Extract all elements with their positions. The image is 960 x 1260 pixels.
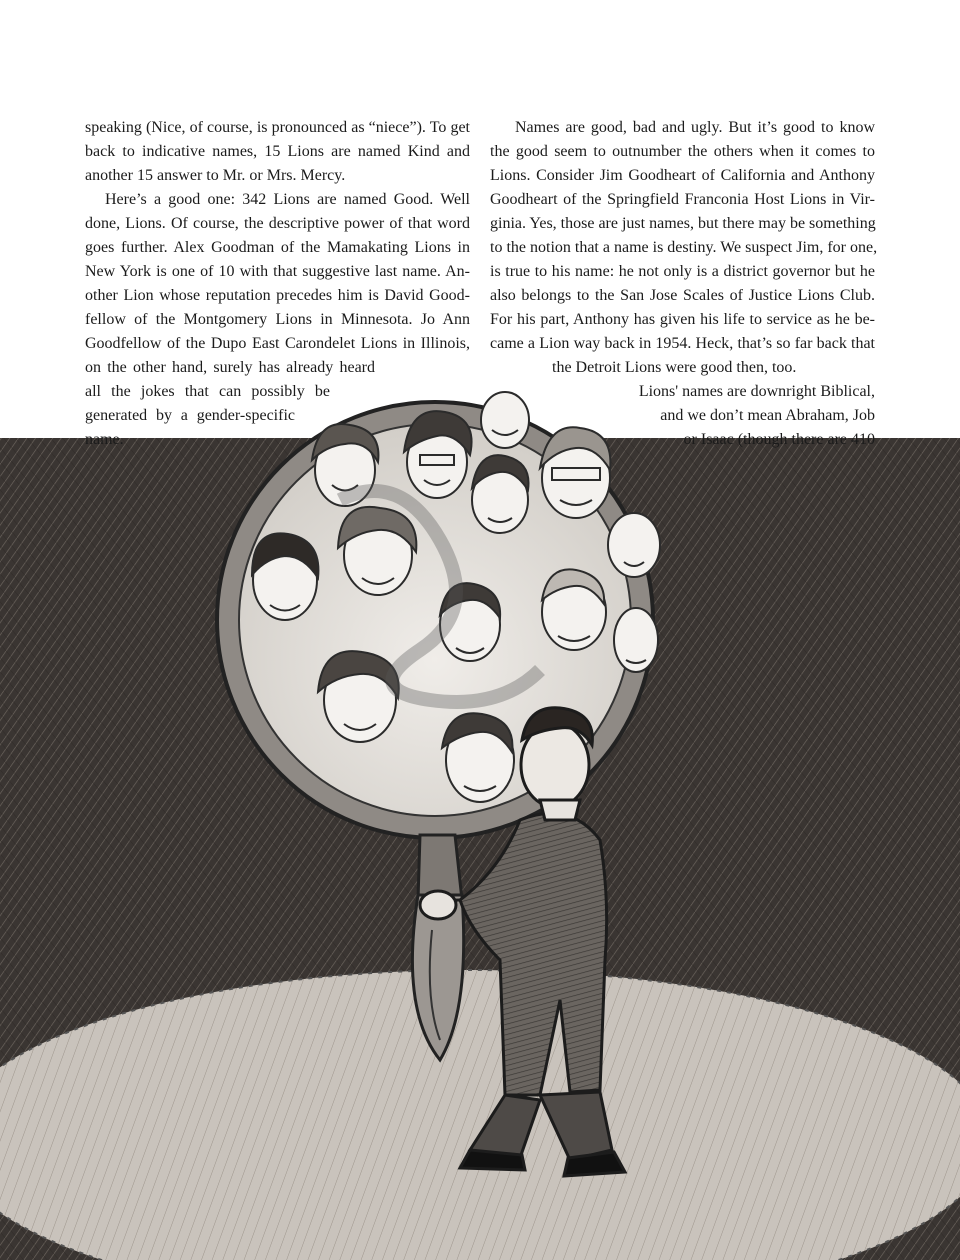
paragraph-line: on the other hand, surely has already heard [85,359,375,376]
paragraph-line: For his part, Anthony has given his life to service as he be- [490,311,875,328]
paragraph-line: the good seem to outnumber the others when it comes to [490,143,875,160]
face [472,455,529,533]
paragraph-line: Goodheart of the Springfield Franconia Host Lions in Vir- [490,191,875,208]
paragraph-line: also belongs to the San Jose Scales of Justice Lions Club. [490,287,875,304]
paragraph-line: generated by a gender-specific [85,407,295,424]
paragraph-line: back to indicative names, 15 Lions are named Kind and [85,143,470,160]
paragraph-line: is true to his name: he not only is a district governor but he [490,263,875,280]
paragraph-line: other Lion whose reputation precedes him is David Good- [85,287,470,304]
paragraph-line: fellow of the Montgomery Lions in Minnesota. Jo Ann [85,311,470,328]
paragraph-line: Here’s a good one: 342 Lions are named Good. Well [105,191,470,208]
paragraph-line: another 15 answer to Mr. or Mrs. Mercy. [85,167,346,184]
paragraph-line: goes further. Alex Goodman of the Mamakating Lions in [85,239,470,256]
paragraph-line: to the notion that a name is destiny. We suspect Jim, for one, [490,239,878,256]
paragraph-line: came a Lion way back in 1954. Heck, that’s so far back that [490,335,875,352]
paragraph-line: Lions. Consider Jim Goodheart of California and Anthony [490,167,875,184]
paragraph-line: or Isaac (though there are 410 [683,431,875,448]
paragraph-line: ginia. Yes, those are just names, but there may be something [490,215,876,232]
paragraph-line: done, Lions. Of course, the descriptive power of that word [85,215,470,232]
face [252,533,318,620]
paragraph-line: speaking (Nice, of course, is pronounced as “niece”). To get [85,119,470,136]
right-column [490,116,878,452]
paragraph-line: Names are good, bad and ugly. But it’s good to know [515,119,875,136]
face [608,513,660,577]
article-text [0,0,960,448]
paragraph-line: name. [85,431,124,448]
face [542,569,606,650]
paragraph-line: New York is one of 10 with that suggestive last name. An- [85,263,470,280]
paragraph-line: the Detroit Lions were good then, too. [552,359,797,376]
paragraph-line: and we don’t mean Abraham, Job [660,407,875,424]
paragraph-line: all the jokes that can possibly be [85,383,330,400]
left-column [85,116,470,452]
face [614,608,658,672]
paragraph-line: Lions' names are downright Biblical, [638,383,875,400]
paragraph-line: Goodfellow of the Dupo East Carondelet Lions in Illinois, [85,335,470,352]
